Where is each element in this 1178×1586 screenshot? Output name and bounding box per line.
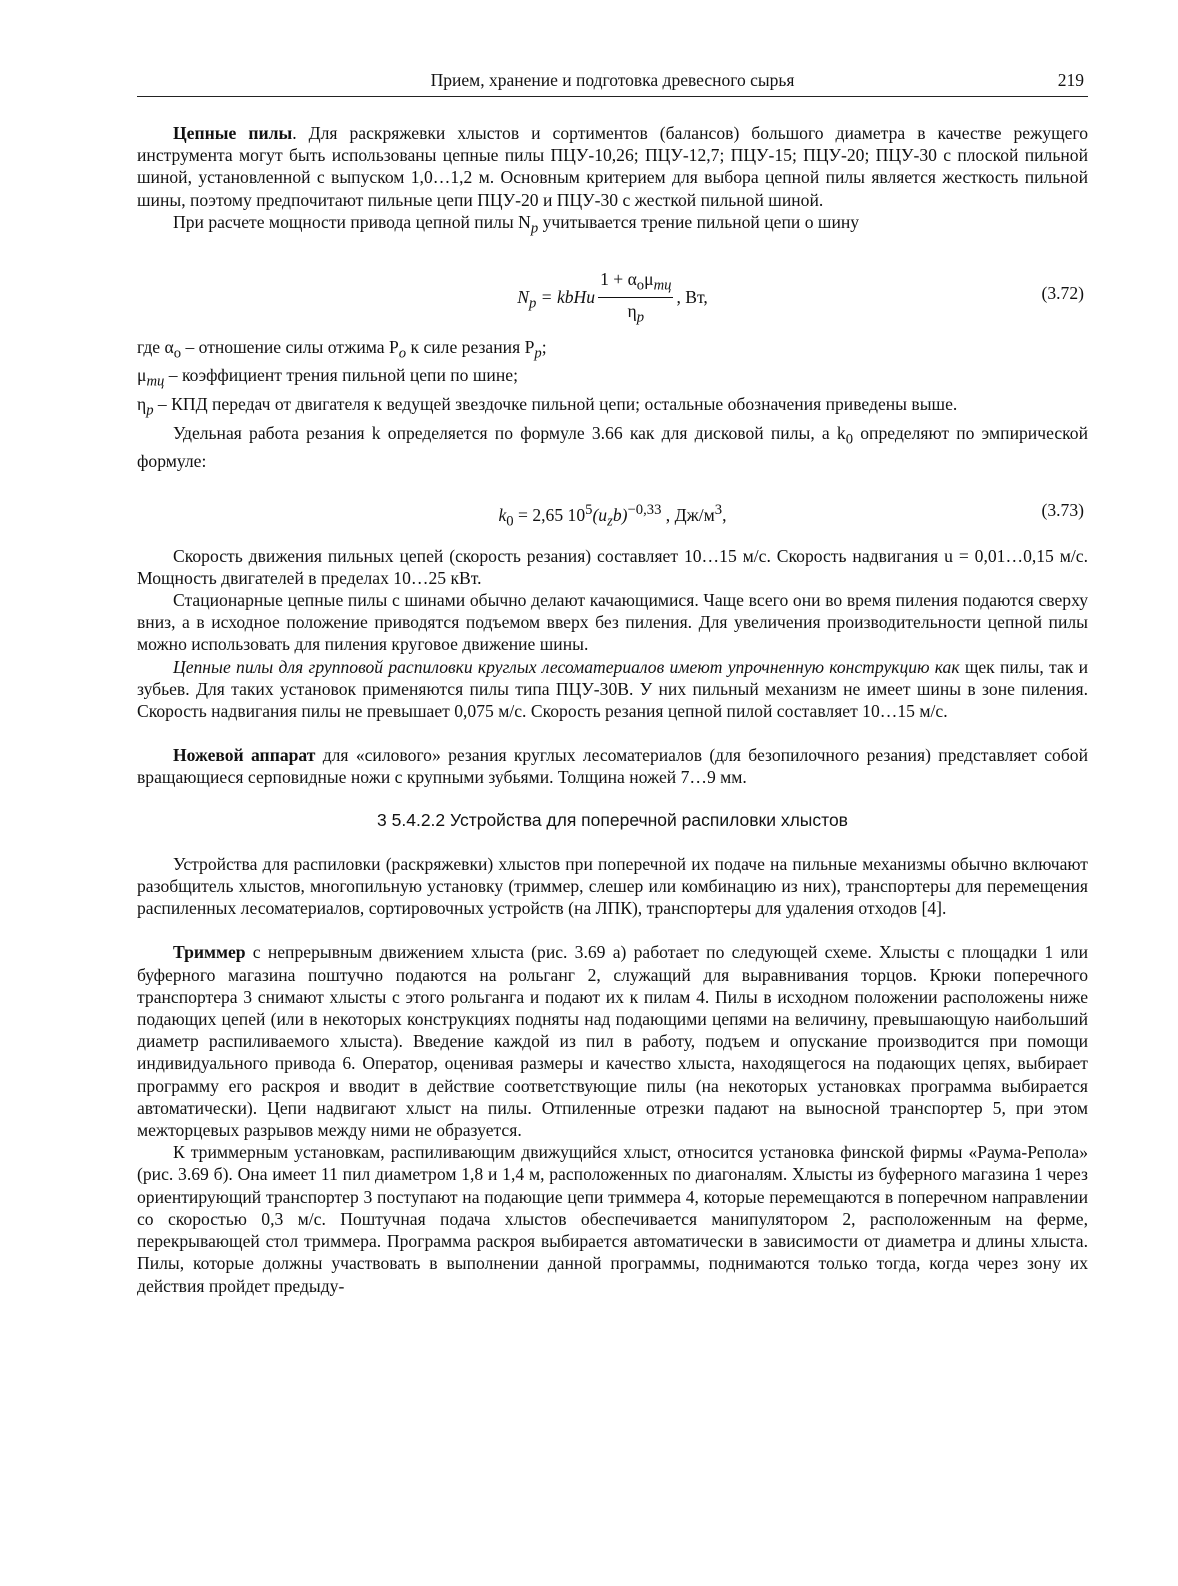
paragraph-chain-saws: Цепные пилы. Для раскряжевки хлыстов и сортиментов (балансов) большого диаметра в качестве режущего инструмента могут быть использованы цепные пилы ПЦУ-10,26; ПЦУ-12,7; ПЦУ-15; ПЦУ-20; ПЦУ-30 с плоской пильной шиной, установленной с выпуском 1,0…1,2 м. Основным критерием для выбора цепной пилы является жесткость пильной шины, поэтому предпочитают пильные цепи ПЦУ-20 и ПЦУ-30 с жесткой пильной шиной. [137, 123, 1088, 210]
where-line-2: $\mu_{тц}$ – коэффициент трения пильной цепи по шине; [137, 365, 518, 390]
paragraph-devices: Устройства для распиловки (раскряжевки) хлыстов при поперечной их подаче на пильные механизмы обычно включают разобщитель хлыстов, многопильную установку (триммер, слешер или комбинацию из них), транспортеры для перемещения распиленных лесоматериалов, сортировочных устройств (на ЛПК), транспортеры для удаления отходов [4]. [137, 853, 1088, 919]
formula-3-73: $k_0 = 2,65$ $10^5(u_zb)^{-0,33}$ , $Дж/м^3$, (3.73) [498, 499, 1084, 529]
term-knife: Ножевой аппарат [173, 745, 316, 766]
subsection-title: 3 5.4.2.2 Устройства для поперечной распиловки хлыстов [377, 809, 848, 830]
paragraph-group-saws: Цепные пилы для групповой распиловки круглых лесоматериалов имеют упрочненную конструкцию как щек пилы, так и зубьев. Для таких установок применяются пилы типа ПЦУ-30В. У них пильный механизм не имеет шины в зоне пиления. Скорость надвигания пилы не превышает 0,075 м/с. Скорость резания цепной пилой составляет 10…15 м/с. [137, 656, 1088, 722]
term-chain-saws: Цепные пилы [173, 123, 293, 143]
where-line-3: $\eta_р$ – КПД передач от двигателя к ведущей звездочке пильной цепи; остальные обозначения приведены выше. [137, 393, 958, 419]
paragraph-stationary: Стационарные цепные пилы с шинами обычно делают качающимися. Чаще всего они во время пиления подаются сверху вниз, а в исходное положение приводятся подъемом вверх без пиления. Для увеличения производительности цепной пилы можно использовать для пиления круговое движение шины. [137, 590, 1088, 655]
formula-3-72: $N_р$ = kbHu $\frac{1 + \alpha_о\mu_{тц}}{\eta_р}$ , Вт, (3.72) [137, 254, 1088, 328]
term-trimmer: Триммер [173, 942, 246, 963]
paragraph-rauma: К триммерным установкам, распиливающим движущийся хлыст, относится установка финской фирмы «Раума-Репола» (рис. 3.69 б). Она имеет 11 пил диаметром 1,8 и 1,4 м, расположенных по диагоналям. Хлысты из буферного магазина 1 через ориентирующий транспортер 3 поступают на подающие цепи триммера 4, которые перемещаются в поперечном направлении со скоростью 0,3 м/с. Поштучная подача хлыстов обеспечивается манипулятором 2, расположенным на ферме, перекрывающей стол триммера. Программа раскроя выбирается автоматически в зависимости от диаметра и длины хлыста. Пилы, которые должны участвовать в выполнении данной программы, поднимаются только тогда, когда через зону их действия пройдет предыду- [137, 1142, 1088, 1296]
fraction: $\frac{1 + \alpha_о\mu_{тц}}{\eta_р}$ [600, 268, 672, 326]
paragraph-specific-work: Удельная работа резания k определяется по формуле 3.66 как для дисковой пилы, а $k_0$ определяют по эмпирической формуле: [137, 422, 1088, 472]
paragraph-knife: Ножевой аппарат для «силового» резания круглых лесоматериалов (для безопилочного резания) представляет собой вращающиеся серповидные ножи с крупными зубьями. Толщина ножей 7…9 мм. [137, 745, 1088, 788]
page-body [137, 122, 1088, 1297]
paragraph-power: При расчете мощности привода цепной пилы $N_р$ учитывается трение пильной цепи о шину [173, 211, 860, 237]
page-number: 219 [1057, 70, 1084, 90]
paragraph-speed: Скорость движения пильных цепей (скорость резания) составляет 10…15 м/с. Скорость надвигания u = 0,01…0,15 м/с. Мощность двигателей в пределах 10…25 кВт. [137, 545, 1088, 588]
paragraph-trimmer: Триммер с непрерывным движением хлыста (рис. 3.69 а) работает по следующей схеме. Хлысты с площадки 1 или буферного магазина поштучно подаются на рольганг 2, служащий для выравнивания торцов. Крюки поперечного транспортера 3 снимают хлысты с этого рольганга и подают их к пилам 4. Пилы в исходном положении расположены ниже подающих цепей (или в некоторых конструкциях подняты над подающими цепями на величину, превышающую наибольший диаметр распиливаемого хлыста). Введение каждой из пил в работу, подъем и опускание производится при помощи индивидуального привода 6. Оператор, оценивая размеры и качество хлыста, находящегося на подающих цепях, выбирает программу его раскроя и вводит в действие соответствующие пилы (на некоторых установках программа выбирается автоматически). Цепи надвигают хлыст на пилы. Отпиленные отрезки падают на выносной транспортер 5, при этом межторцевых разрывов между ними не образуется. [137, 942, 1088, 1141]
equation-number: (3.73) [1041, 499, 1084, 520]
running-header [137, 64, 1088, 97]
header-title: Прием, хранение и подготовка древесного сырья [430, 70, 795, 90]
where-line-1: где $\alpha_о$ – отношение силы отжима $P_о$ к силе резания $P_р$; [137, 336, 547, 362]
equation-number: (3.72) [1041, 282, 1084, 303]
